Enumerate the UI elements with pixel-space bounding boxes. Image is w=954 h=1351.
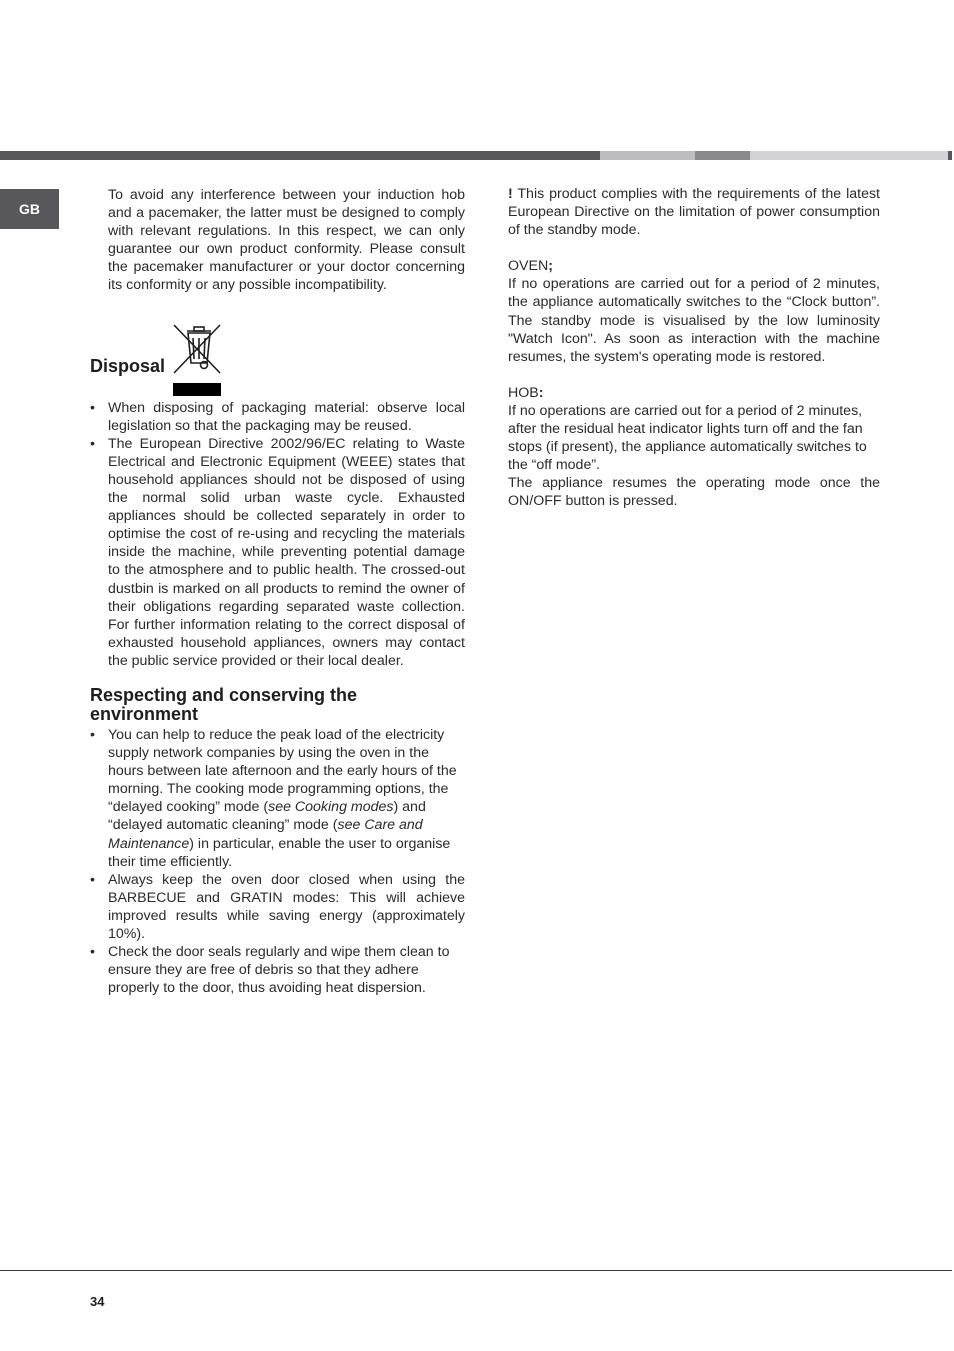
footer-divider [0,1270,952,1271]
env-item-text: ) and “delayed automatic cleaning” mode ( [108,799,426,834]
list-item: • Check the door seals regularly and wipe them clean to ensure they are free of debris so that they adhere properly to the door, thus avoiding heat dispersion. [90,943,465,997]
oven-label [508,257,880,275]
environment-heading: Respecting and conserving the environment [90,684,358,724]
left-column [90,186,465,997]
list-item [90,726,465,871]
care-maintenance-ref: see Care and Maintenance [108,817,423,852]
standby-notice-text: This product complies with the requirements of the latest European Directive on the limitation of power consumption of the standby mode. [508,186,880,239]
environment-list [90,726,465,997]
env-item-text: You can help to reduce the peak load of the electricity supply network companies by using the oven in the hours between late afternoon and the early hours of the morning. The cooking mode programming options, the “delayed cooking” mode ( [108,726,457,816]
hob-paragraph-2: The appliance resumes the operating mode once the ON/OFF button is pressed. [508,475,880,510]
header-bar-light [750,151,948,160]
right-column [508,185,880,511]
oven-label-text: OVEN [508,258,549,275]
list-item: • The European Directive 2002/96/EC relating to Waste Electrical and Electronic Equipment (WEEE) states that household appliances should not be disposed of using the normal solid urban waste cycle. Exhausted appliances should be collected separately in order to optimise the cost of re-using and recycling the materials inside the machine, while preventing potential damage to the atmosphere and to public health. The crossed-out dustbin is marked on all products to remind the owner of their obligations regarding separated waste collection. For further information relating to the correct disposal of exhausted household appliances, owners may contact the public service provided or their local dealer. [90,435,465,670]
disposal-heading-row [90,322,465,397]
hob-paragraph: If no operations are carried out for a period of 2 minutes, after the residual heat indicator lights turn off and the fan stops (if present), the appliance automatically switches to the “off mode”. [508,402,867,474]
oven-label-sep: ; [548,258,553,275]
hob-label [508,384,880,402]
disposal-heading: Disposal [90,355,166,376]
hob-label-sep: : [538,384,544,401]
hob-label-text: HOB [508,384,539,401]
list-item: • Always keep the oven door closed when using the BARBECUE and GRATIN modes: This will achieve improved results while saving energy (approximately 10%). [90,871,465,943]
exclamation-icon: ! [508,186,513,202]
header-bar-dark [0,151,600,160]
header-bar-end [948,151,952,160]
language-tab: GB [0,189,59,229]
disposal-list [90,399,465,670]
env-item-text: ) in particular, enable the user to organise their time efficiently. [108,835,451,870]
pacemaker-paragraph: To avoid any interference between your induction hob and a pacemaker, the latter must be designed to comply with relevant regulations. In this respect, we can only guarantee our own product conformity. Please consult the pacemaker manufacturer or your doctor concerning its conformity or any possible incompatibility. [108,187,465,294]
header-bar-accent [695,151,750,160]
list-item: • When disposing of packaging material: observe local legislation so that the packaging may be reused. [90,399,465,435]
page-number: 34 [90,1294,105,1309]
oven-paragraph: If no operations are carried out for a period of 2 minutes, the appliance automatically switches to the “Clock button”. The standby mode is visualised by the low luminosity "Watch Icon". As soon as interaction with the machine resumes, the system's operating mode is restored. [508,276,880,365]
cooking-modes-ref: see Cooking modes [268,799,394,816]
standby-notice [508,185,880,239]
header-bar-mid [600,151,695,160]
crossed-out-bin-icon [171,323,223,397]
